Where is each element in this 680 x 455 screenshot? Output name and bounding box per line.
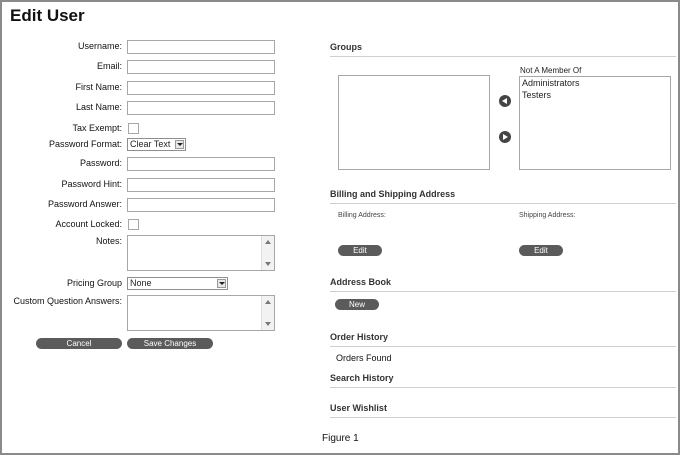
first-name-label: First Name: <box>75 82 122 92</box>
pricing-group-select[interactable] <box>127 277 228 290</box>
password-format-value: Clear Text <box>130 139 171 149</box>
pricing-group-value: None <box>130 278 152 288</box>
order-history-heading: Order History <box>330 332 676 347</box>
pricing-group-label: Pricing Group <box>66 278 122 288</box>
custom-question-scrollbar[interactable] <box>261 296 274 330</box>
list-item[interactable]: Administrators <box>522 78 580 88</box>
username-input[interactable] <box>127 40 275 54</box>
new-address-button[interactable]: New <box>335 299 379 310</box>
edit-shipping-button[interactable]: Edit <box>519 245 563 256</box>
billing-heading: Billing and Shipping Address <box>330 189 676 204</box>
custom-question-textarea[interactable] <box>127 295 275 331</box>
password-format-select[interactable] <box>127 138 186 151</box>
password-input[interactable] <box>127 157 275 171</box>
password-hint-input[interactable] <box>127 178 275 192</box>
username-label: Username: <box>77 41 122 51</box>
chevron-down-icon <box>175 140 184 149</box>
member-of-listbox[interactable] <box>338 75 490 170</box>
notes-textarea[interactable] <box>127 235 275 271</box>
account-locked-label: Account Locked: <box>55 219 122 229</box>
figure-caption: Figure 1 <box>322 433 359 444</box>
orders-found-text: Orders Found <box>336 353 392 363</box>
chevron-down-icon <box>217 279 226 288</box>
notes-scrollbar[interactable] <box>261 236 274 270</box>
password-answer-input[interactable] <box>127 198 275 212</box>
tax-exempt-label: Tax Exempt: <box>72 123 122 133</box>
password-format-label: Password Format: <box>48 139 122 149</box>
notes-label: Notes: <box>95 236 122 246</box>
last-name-input[interactable] <box>127 101 275 115</box>
shipping-address-label: Shipping Address: <box>519 212 576 219</box>
list-item[interactable]: Testers <box>522 90 552 100</box>
email-input[interactable] <box>127 60 275 74</box>
password-answer-label: Password Answer: <box>47 199 122 209</box>
last-name-label: Last Name: <box>75 102 122 112</box>
edit-billing-button[interactable]: Edit <box>338 245 382 256</box>
custom-question-label: Custom Question Answers: <box>13 296 122 306</box>
account-locked-checkbox[interactable] <box>128 219 139 230</box>
password-label: Password: <box>79 158 122 168</box>
page-title: Edit User <box>10 6 85 25</box>
first-name-input[interactable] <box>127 81 275 95</box>
scroll-down-icon[interactable] <box>265 322 271 326</box>
groups-heading: Groups <box>330 42 676 57</box>
save-changes-button[interactable]: Save Changes <box>127 338 213 349</box>
address-book-heading: Address Book <box>330 277 676 292</box>
billing-address-label: Billing Address: <box>338 212 386 219</box>
search-history-heading: Search History <box>330 373 676 388</box>
tax-exempt-checkbox[interactable] <box>128 123 139 134</box>
cancel-button[interactable]: Cancel <box>36 338 122 349</box>
scroll-up-icon[interactable] <box>265 240 271 244</box>
move-left-icon[interactable] <box>499 95 511 107</box>
move-right-icon[interactable] <box>499 131 511 143</box>
password-hint-label: Password Hint: <box>61 179 122 189</box>
scroll-up-icon[interactable] <box>265 300 271 304</box>
scroll-down-icon[interactable] <box>265 262 271 266</box>
not-member-listbox[interactable] <box>519 76 671 170</box>
user-wishlist-heading: User Wishlist <box>330 403 676 418</box>
not-member-label: Not A Member Of <box>520 66 582 75</box>
email-label: Email: <box>96 61 122 71</box>
